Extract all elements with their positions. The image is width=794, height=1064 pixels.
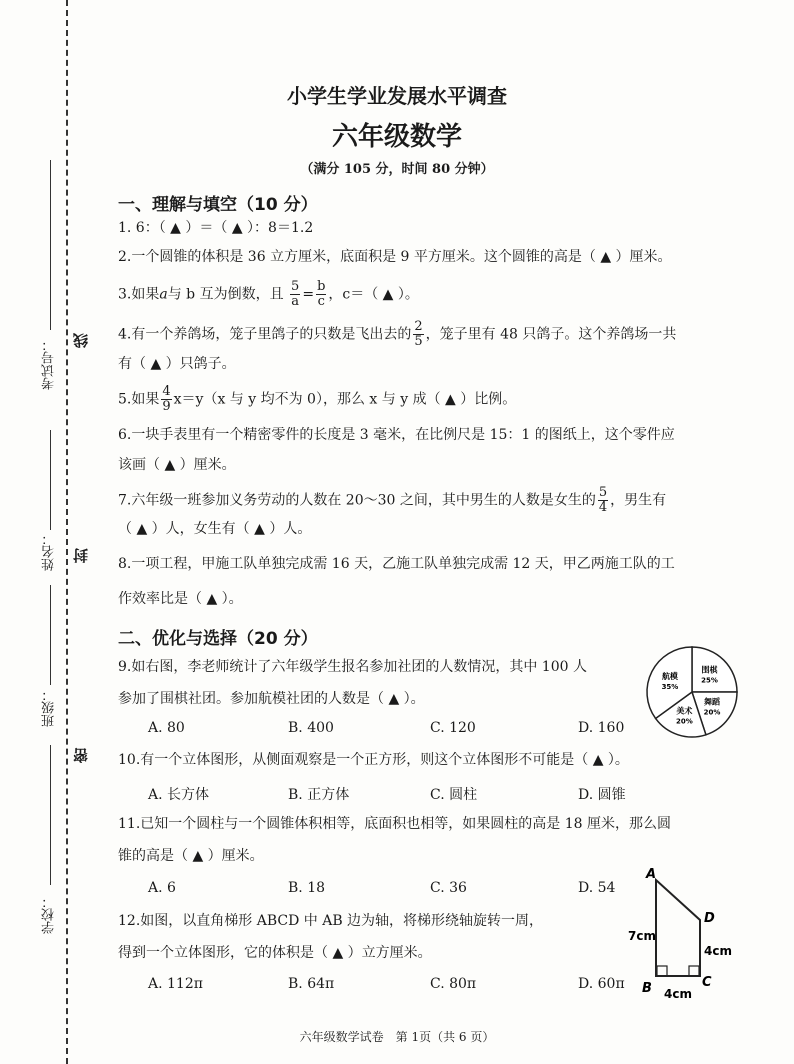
question-2: 2.一个圆锥的体积是 36 立方厘米，底面积是 9 平方厘米。这个圆锥的高是（ ▲ ）厘米。 [118, 249, 672, 265]
q12-option-d: D. 60π [578, 976, 625, 992]
pie-label-name-2: 舞蹈 [704, 697, 721, 707]
q7-text-a: 7.六年级一班参加义务劳动的人数在 20～30 之间，其中男生的人数是女生的 [118, 492, 596, 509]
q11-option-c: C. 36 [430, 880, 467, 896]
q3-text-b: 与 b 互为倒数，且 [167, 286, 284, 303]
class-label: 班级： [42, 688, 57, 727]
question-9: 9.如右图，李老师统计了六年级学生报名参加社团的人数情况，其中 100 人 [118, 659, 587, 675]
q9-option-b: B. 400 [288, 720, 334, 736]
question-7-line2: （ ▲ ）人，女生有（ ▲ ）人。 [118, 521, 312, 537]
question-7 [118, 486, 666, 515]
subject-title: 六年级数学 [331, 122, 462, 152]
question-10: 10.有一个立体图形，从侧面观察是一个正方形，则这个立体图形不可能是（ ▲ ）。 [118, 752, 629, 768]
q3-f1-denominator: a [291, 294, 300, 309]
ab-length-label: 7cm [628, 929, 656, 943]
q11-option-a: A. 6 [148, 880, 176, 896]
q7-denominator: 4 [598, 500, 608, 515]
q3-f2-denominator: c [317, 294, 325, 309]
q3-text-c: ，c＝（ ▲ ）。 [328, 286, 419, 303]
question-11: 11.已知一个圆柱与一个圆锥体积相等，底面积也相等，如果圆柱的高是 18 厘米，那么圆 [118, 816, 671, 832]
question-9-line2: 参加了围棋社团。参加航模社团的人数是（ ▲ ）。 [118, 691, 425, 707]
q3-text-a: 3.如果 [118, 286, 160, 303]
q4-denominator: 5 [414, 334, 423, 349]
bc-length-label: 4cm [664, 987, 692, 1001]
exam-id-line [50, 160, 51, 330]
q5-numerator: 4 [162, 384, 171, 399]
seal-seal-char: 封 [72, 548, 90, 563]
trapezoid-shape [656, 880, 700, 976]
exam-id-line-lower [50, 430, 51, 530]
q5-text-a: 5.如果 [118, 391, 160, 408]
question-12: 12.如图，以直角梯形 ABCD 中 AB 边为轴，将梯形绕轴旋转一周， [118, 913, 544, 929]
question-8: 8.一项工程，甲施工队单独完成需 16 天，乙施工队单独完成需 12 天，甲乙两施工队的工 [118, 556, 675, 572]
pie-label-pct-1: 25% [701, 676, 718, 685]
q7-numerator: 5 [598, 485, 608, 500]
question-3 [118, 280, 419, 309]
q11-option-b: B. 18 [288, 880, 326, 896]
q10-option-a: A. 长方体 [148, 787, 210, 803]
trapezoid-figure [624, 862, 754, 1004]
question-5 [118, 385, 516, 414]
question-12-line2: 得到一个立体图形，它的体积是（ ▲ ）立方厘米。 [118, 945, 432, 961]
q5-fraction [161, 385, 171, 414]
question-4 [118, 320, 676, 349]
pie-label-pct-3: 20% [675, 717, 693, 726]
vertex-d-label: D [704, 911, 715, 926]
exam-id-label: 考试号： [42, 338, 57, 390]
q10-option-c: C. 圆柱 [430, 787, 478, 803]
q3-fraction-2 [316, 280, 326, 309]
q5-denominator: 9 [162, 399, 171, 414]
pie-label-name-3: 美术 [676, 706, 693, 716]
vertex-c-label: C [702, 975, 712, 990]
question-6: 6.一块手表里有一个精密零件的长度是 3 毫米，在比例尺是 15：1 的图纸上，这个零件应 [118, 427, 675, 443]
name-label: 姓名： [42, 532, 57, 571]
pie-label-pct-0: 35% [661, 682, 679, 691]
name-line [50, 585, 51, 685]
q4-numerator: 2 [414, 319, 423, 334]
q4-text-a: 4.有一个养鸽场，笼子里鸽子的只数是飞出去的 [118, 326, 412, 343]
q7-text-b: ，男生有 [610, 492, 667, 509]
q4-text-b: ，笼子里有 48 只鸽子。这个养鸽场一共 [425, 326, 677, 343]
section1-heading: 一、理解与填空（10 分） [118, 195, 318, 215]
right-angle-c [689, 966, 699, 976]
vertex-b-label: B [642, 981, 652, 996]
page-footer: 六年级数学试卷 第 1页（共 6 页） [299, 1030, 495, 1044]
q11-option-d: D. 54 [578, 880, 616, 896]
q3-f2-numerator: b [317, 279, 326, 294]
vertex-a-label: A [646, 867, 657, 882]
q3-f1-numerator: 5 [291, 279, 300, 294]
seal-secret-char: 密 [72, 748, 90, 763]
pie-label-name-0: 航模 [661, 671, 678, 681]
section2-heading: 二、优化与选择（20 分） [118, 629, 318, 649]
seal-line-char: 线 [72, 333, 90, 348]
q5-text-b: x＝y（x 与 y 均不为 0），那么 x 与 y 成（ ▲ ）比例。 [173, 391, 517, 408]
question-4-line2: 有（ ▲ ）只鸽子。 [118, 356, 236, 372]
q3-fraction-1 [290, 280, 300, 309]
q9-option-d: D. 160 [578, 720, 625, 736]
q9-option-c: C. 120 [430, 720, 476, 736]
q10-option-d: D. 圆锥 [578, 787, 626, 803]
q12-option-b: B. 64π [288, 976, 335, 992]
q12-option-c: C. 80π [430, 976, 477, 992]
q3-var-a: a [159, 286, 168, 303]
school-label: 学校： [42, 895, 57, 934]
q9-option-a: A. 80 [148, 720, 185, 736]
q3-equals: = [302, 286, 315, 303]
right-angle-b [657, 966, 667, 976]
question-6-line2: 该画（ ▲ ）厘米。 [118, 457, 236, 473]
question-11-line2: 锥的高是（ ▲ ）厘米。 [118, 848, 264, 864]
q4-fraction [413, 320, 423, 349]
pie-label-name-1: 围棋 [701, 665, 718, 675]
q10-option-b: B. 正方体 [288, 787, 350, 803]
exam-subtitle: （满分 105 分，时间 80 分钟） [300, 162, 494, 177]
club-pie-chart [644, 644, 740, 740]
class-line [50, 745, 51, 885]
q12-option-a: A. 112π [148, 976, 203, 992]
q7-fraction [598, 486, 608, 515]
exam-title: 小学生学业发展水平调查 [287, 84, 507, 108]
question-1: 1. 6：（ ▲ ）＝（ ▲ ）：8＝1.2 [118, 220, 314, 236]
cd-length-label: 4cm [704, 944, 732, 958]
question-8-line2: 作效率比是（ ▲ ）。 [118, 591, 243, 607]
pie-label-pct-2: 20% [703, 708, 721, 717]
